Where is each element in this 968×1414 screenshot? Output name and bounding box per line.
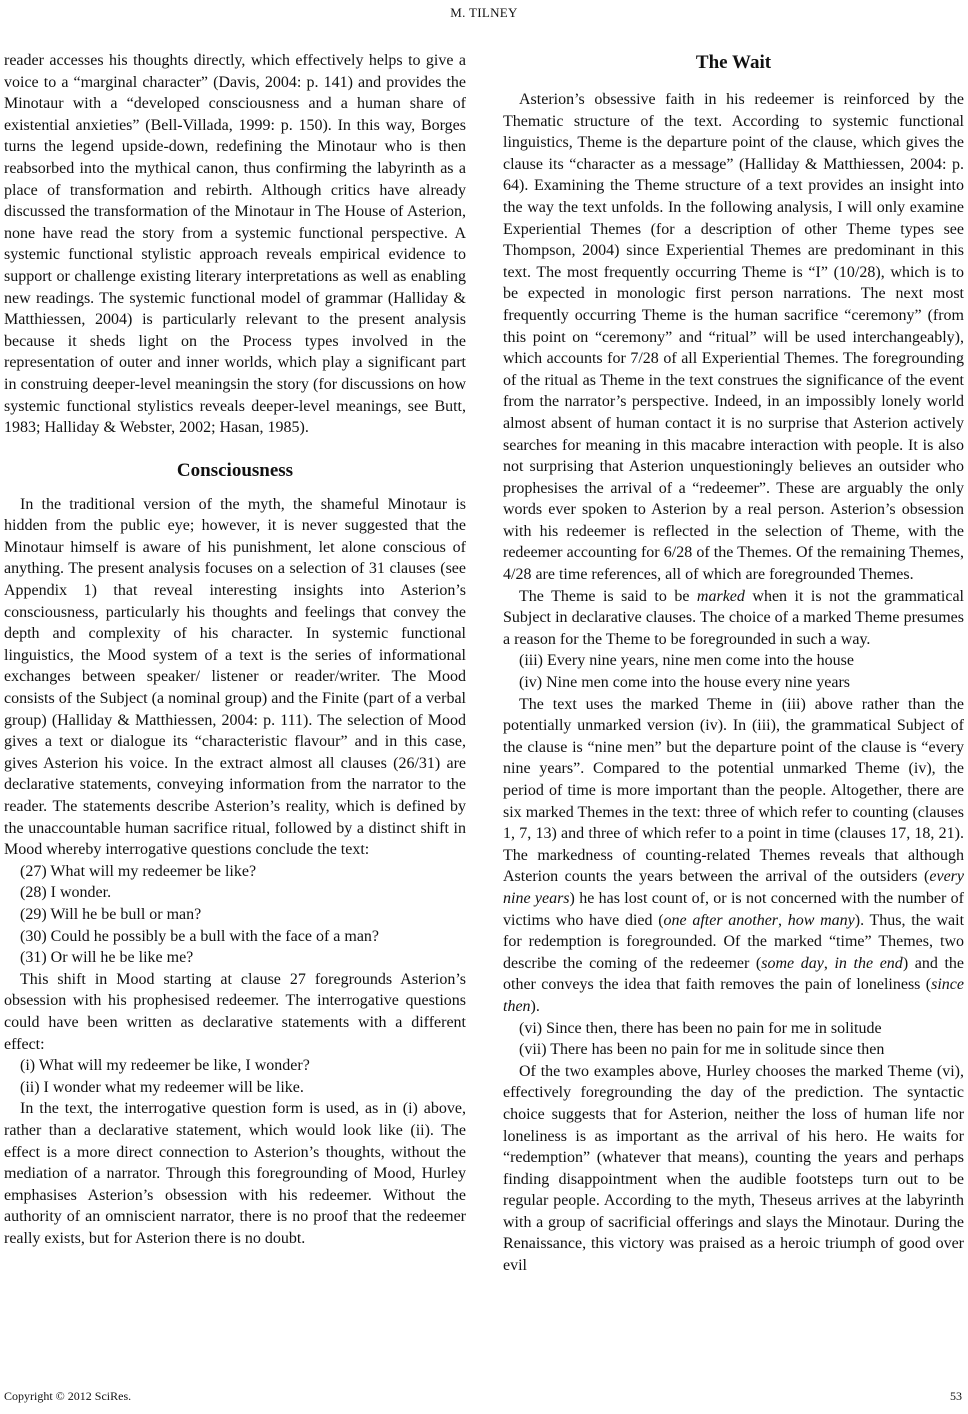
example-line: (31) Or will he be like me? bbox=[20, 949, 194, 967]
text-run: when it is not the grammatical Subject in declarative clauses. The choice of a marked Theme presumes a reason for the Theme to be foregrounded in such a way. bbox=[503, 587, 965, 648]
example-line: (29) Will he be bull or man? bbox=[20, 905, 202, 923]
italic-phrase: since then bbox=[503, 976, 964, 1015]
example-line: (30) Could he possibly be a bull with the face of a man? bbox=[20, 927, 380, 945]
paragraph: In the traditional version of the myth, the shameful Minotaur is hidden from the public eye; however, it is never suggested that the Minotaur himself is aware of his punishment, let alone conscious of anything. The present analysis focuses on a selection of 31 clauses (see Appendix 1) that reveal interesting insights into Asterion’s consciousness, particularly his thoughts and feelings that convey the depth and complexity of his character. In systemic functional linguistics, the Mood system of a text is the series of informational exchanges between speaker/ listener or reader/writer. The Mood consists of the Subject (a nominal group) and the Finite (part of a verbal group) (Halliday & Matthiessen, 2004: p. 111). The selection of Mood gives a text or dialogue its “characteristic flavour” and in this case, gives Asterion his voice. In the extract almost all clauses (26/31) are declarative statements, conveying information from the narrator to the reader. The statements describe Asterion’s reality, which is defined by the unaccountable human sacrifice ritual, followed by a distinct shift in Mood whereby interrogative questions conclude the text: bbox=[4, 495, 466, 859]
copyright-footer: Copyright © 2012 SciRes. bbox=[4, 1389, 132, 1403]
paragraph bbox=[503, 694, 964, 1018]
example-line: (28) I wonder. bbox=[20, 884, 112, 902]
section-heading-consciousness: Consciousness bbox=[176, 459, 294, 481]
right-column bbox=[503, 50, 964, 1277]
paragraph: In the text, the interrogative question form is used, as in (i) above, rather than a declarative statement, which would look like (ii). The effect is a more direct connection to Asterion’s thoughts, without the mediation of a narrator. Through this foregrounding of Mood, Hurley emphasises Asterion’s obsession with his redeemer. Without the authority of an omniscient narrator, there is no proof that the redeemer really exists, but for Asterion there is no doubt. bbox=[4, 1100, 466, 1247]
italic-phrase: one after another bbox=[663, 911, 779, 929]
paragraph: This shift in Mood starting at clause 27 foregrounds Asterion’s obsession with his prophesised redeemer. The interrogative questions could have been written as declarative statements with a different effect: bbox=[4, 970, 466, 1053]
example-line: (i) What will my redeemer be like, I wonder? bbox=[20, 1057, 310, 1075]
intro-paragraph: reader accesses his thoughts directly, which effectively helps to give a voice to a “marginal character” (Davis, 2004: p. 141) and provides the Minotaur with a “developed consciousness and a human share of existential anxieties” (Bell-Villada, 1999: p. 150). In this way, Borges turns the legend upside-down, redefining the Minotaur who is then reabsorbed into the mythical canon, thus confirming the labyrinth as a place of transformation and rebirth. Although critics have already discussed the transformation of the Minotaur in The House of Asterion, none have read the story from a systemic functional perspective. A systemic functional stylistic approach reveals empirical evidence to support or challenge existing literary interpretations as well as enabling new readings. The systemic functional model of grammar (Halliday & Matthiessen, 2004) is particularly relevant to the present analysis because it sheds light on the Process types involved in the representation of outer and inner worlds, which play a significant part in construing deeper-level meaningsin the story (for discussions on how systemic functional stylistics reveals deeper-level meanings, see Butt, 1983; Halliday & Webster, 2002; Hasan, 1985). bbox=[4, 52, 466, 437]
italic-phrase: every nine years bbox=[503, 868, 964, 907]
text-run: , bbox=[778, 911, 788, 929]
italic-phrase: how many bbox=[787, 911, 855, 929]
text-run: ) he has lost count of, or is not concerned with the number of victims who have died ( bbox=[503, 889, 965, 929]
example-line: (27) What will my redeemer be like? bbox=[20, 862, 257, 880]
text-run: The text uses the marked Theme in (iii) above rather than the potentially unmarked version (iv). In (iii), the grammatical Subject of the clause is “nine men” but the departure point of the clause is “every nine years”. Compared to the potential unmarked Theme (iv), the period of time is more important than the people. Altogether, there are six marked Themes in the text: three of which refer to counting (clauses 1, 7, 13) and three of which refer to a point in time (clauses 17, 18, 21). The markedness of counting-related Themes reveals that although Asterion counts the years between the arrival of the outsiders ( bbox=[503, 695, 964, 886]
italic-phrase: in the end bbox=[834, 954, 903, 972]
paragraph: Asterion’s obsessive faith in his redeemer is reinforced by the Thematic structure of the text. According to systemic functional linguistics, Theme is the departure point of the clause, which gives the clause its “character as a message” (Halliday & Matthiessen, 2004: p. 64). Examining the Theme structure of a text provides an insight into the way the text unfolds. In the following analysis, I will only examine Experiential Themes (for a description of other Theme types see Thompson, 2004) since Experiential Themes are predominant in this text. The most frequently occurring Theme is “I” (10/28), which is to be expected in monologic first person narrations. The next most frequently occurring Theme is the human sacrifice “ceremony” (from this point on “ceremony” and “ritual” will be used interchangeably), which accounts for 7/28 of all Experiential Themes. The foregrounding of the ritual as Theme in the text construes the significance of the event from the narrator’s perspective. Indeed, in an impossibly lonely world almost absent of human contact it is no surprise that Asterion actively searches for meaning in this macabre interaction with people. It is also not surprising that Asterion unquestioningly believes an outsider who prophesises the arrival of a “redeemer”. These are arguably the only words ever spoken to Asterion by a real person. Asterion’s obsession with his redeemer is reflected in the selection of Theme, with the redeemer accounting for 6/28 of the Themes. Of the remaining Themes, 4/28 are time references, all of which are foregrounded Themes. bbox=[503, 91, 964, 584]
text-run: The Theme is said to be bbox=[519, 587, 697, 605]
text-run: ). Thus, the wait for redemption is foregrounded. Of the marked “time” Themes, two describe the coming of the redeemer ( bbox=[503, 911, 965, 972]
italic-term: marked bbox=[696, 587, 745, 605]
paragraph: Of the two examples above, Hurley chooses the marked Theme (vi), effectively foregrounding the day of the prediction. The syntactic choice suggests that for Asterion, neither the loss of human life nor loneliness is as important as the arrival of his hero. He waits for “redemption” (whatever that means), counting the years and perhaps finding disappointment when the audible footsteps turn out to be regular people. According to the myth, Theseus arrives at the labyrinth with a group of sacrificial offerings and slays the Minotaur. During the Renaissance, this victory was praised as a heroic triumph of good over evil bbox=[503, 1062, 964, 1275]
section-heading-the-wait: The Wait bbox=[695, 52, 772, 73]
left-column bbox=[4, 50, 466, 1249]
paragraph bbox=[503, 586, 964, 651]
example-line: (vii) There has been no pain for me in solitude since then bbox=[519, 1041, 885, 1059]
text-run: , bbox=[823, 954, 835, 972]
running-header: M. TILNEY bbox=[450, 5, 518, 20]
italic-phrase: some day bbox=[761, 954, 824, 972]
example-line: (iv) Nine men come into the house every nine years bbox=[519, 674, 850, 692]
example-line: (ii) I wonder what my redeemer will be like. bbox=[20, 1078, 304, 1096]
example-line: (vi) Since then, there has been no pain for me in solitude bbox=[519, 1019, 882, 1037]
text-run: ) and the other conveys the idea that faith removes the pain of loneliness ( bbox=[503, 954, 965, 994]
text-run: ). bbox=[530, 997, 540, 1015]
page-number: 53 bbox=[950, 1389, 962, 1403]
example-line: (iii) Every nine years, nine men come into the house bbox=[519, 652, 855, 670]
